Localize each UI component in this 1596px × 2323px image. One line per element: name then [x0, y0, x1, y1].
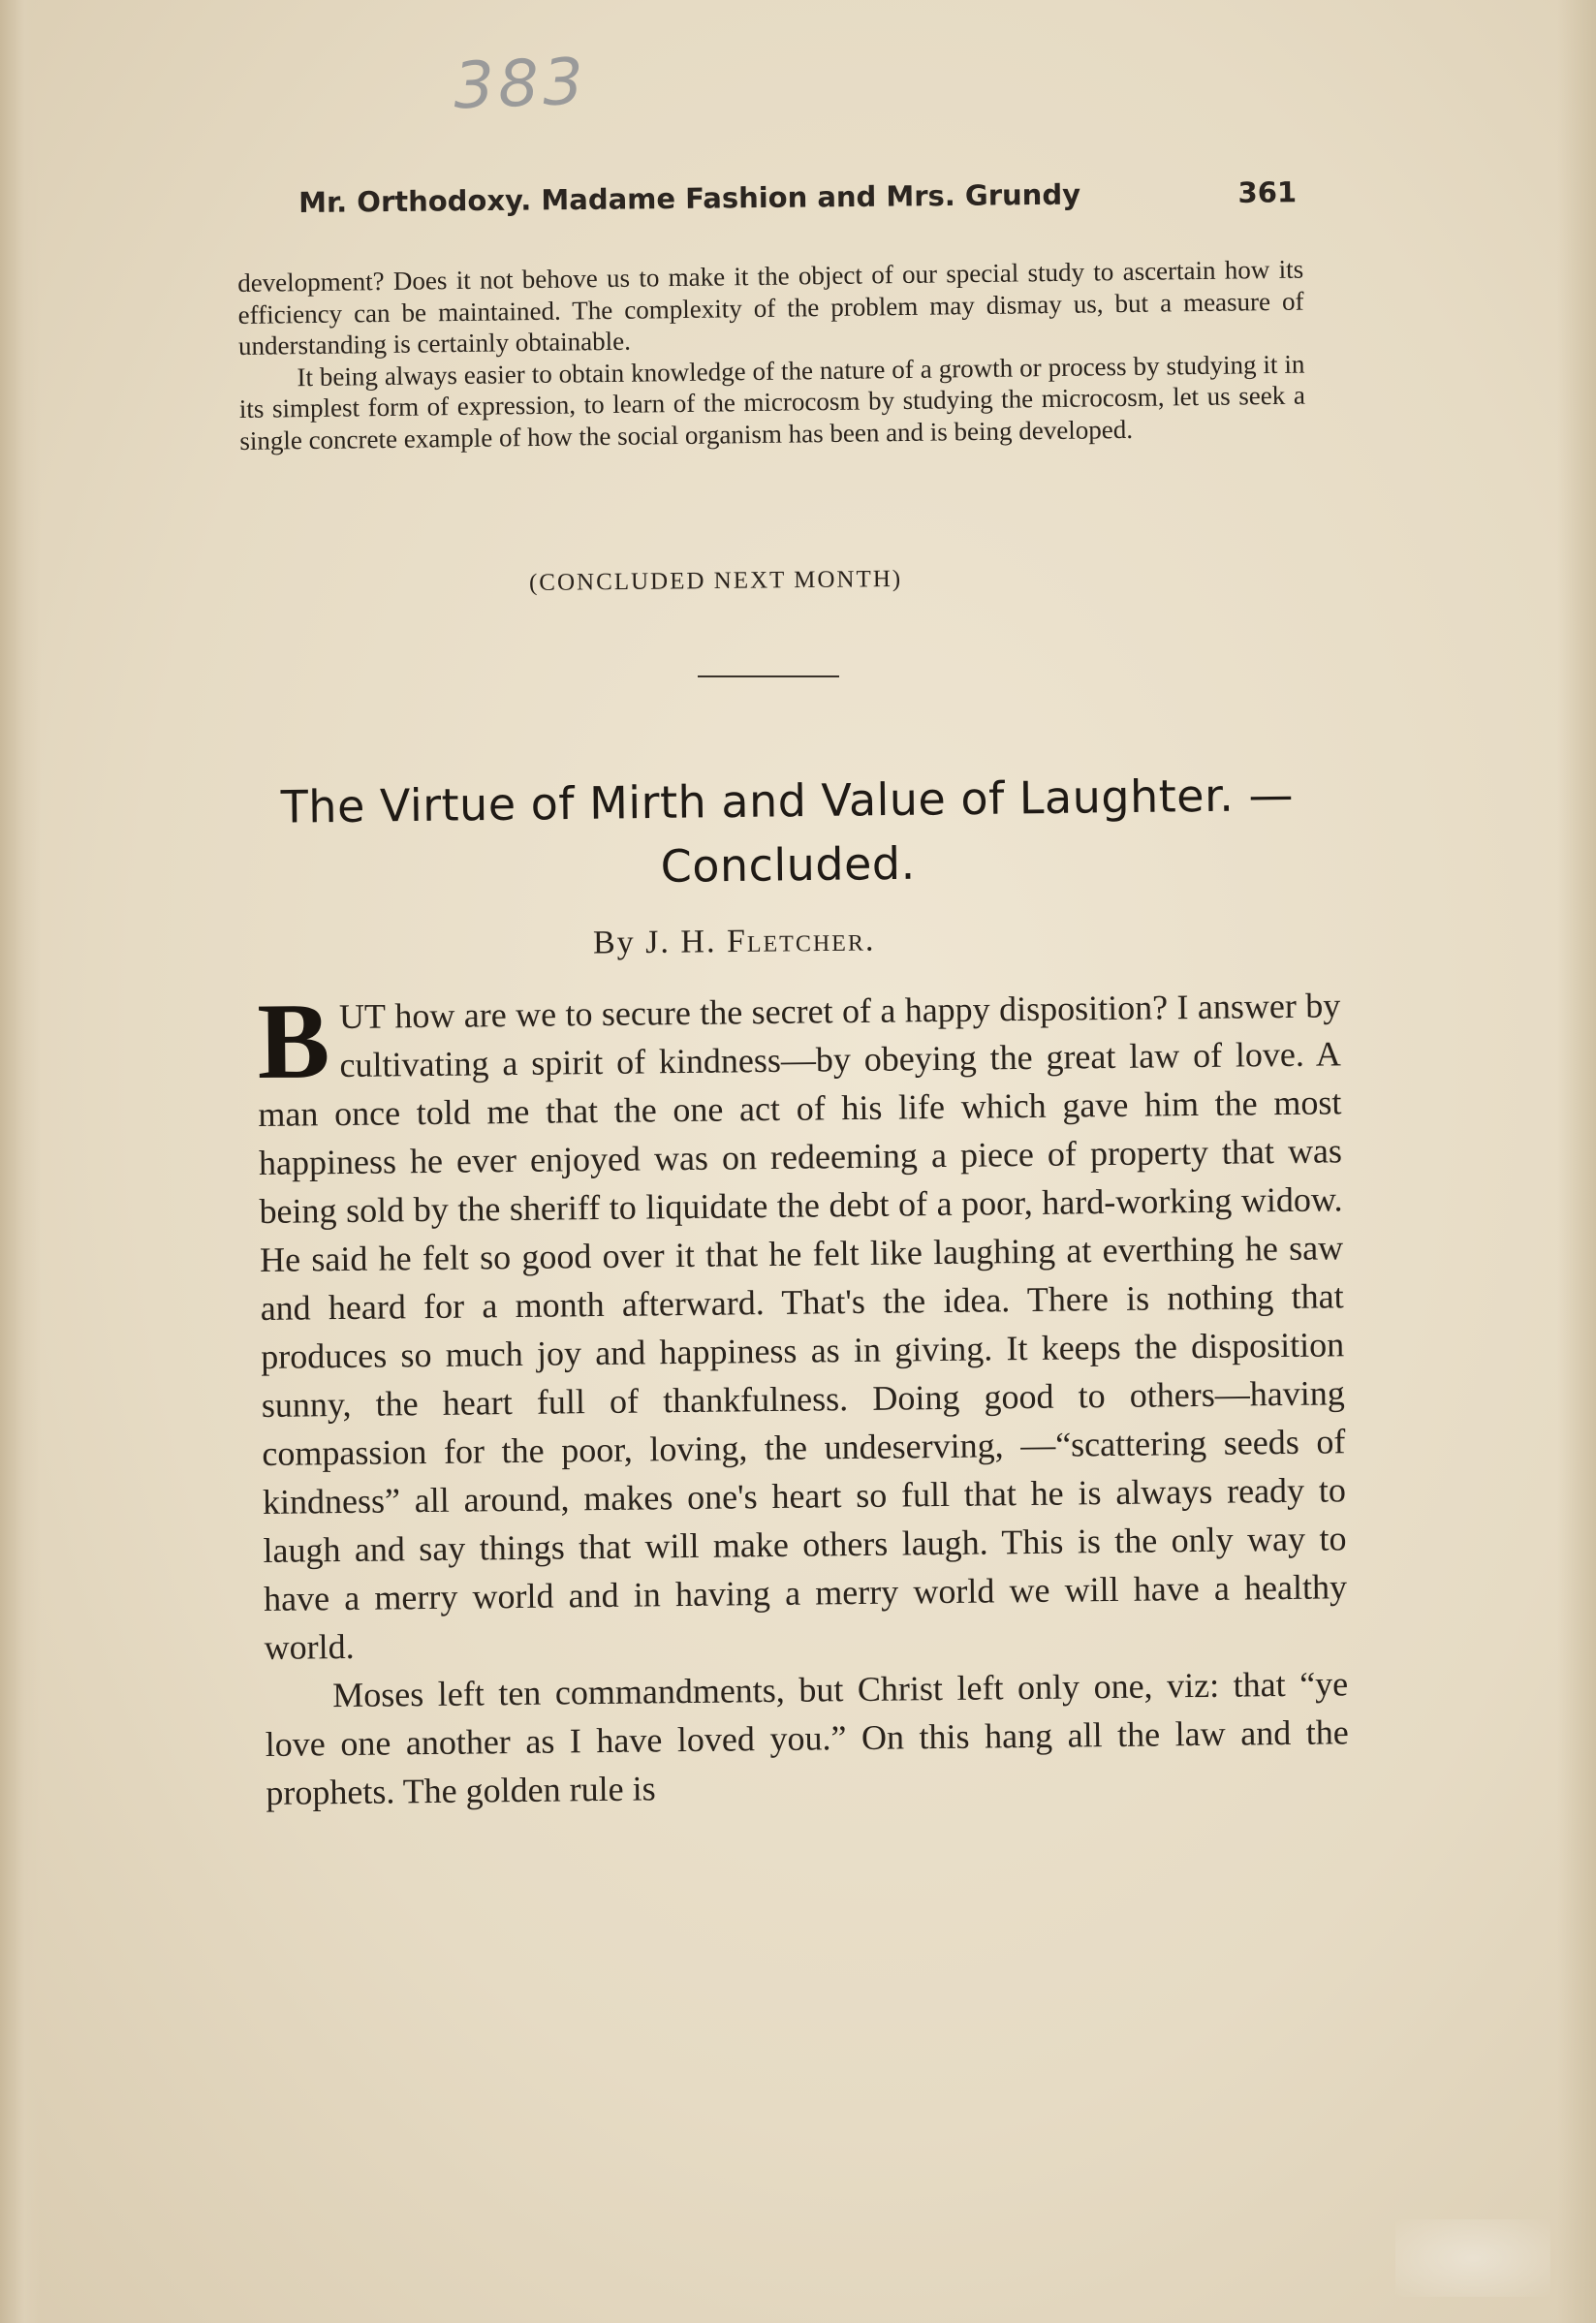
page-binding-edge: [0, 0, 41, 2323]
paper-stain: [1395, 2219, 1550, 2297]
previous-article-excerpt: [237, 254, 1305, 456]
article-paragraph: Moses left ten commandments, but Christ left only one, viz: that “ye love one another as I have loved you.” On this hang all the law and the prophets. The golden rule is: [265, 1664, 1349, 1812]
running-head-title: Mr. Orthodoxy. Madame Fashion and Mrs. Grundy: [298, 177, 1081, 219]
article-body: [257, 981, 1350, 1817]
continuation-note: (CONCLUDED NEXT MONTH): [528, 565, 903, 597]
previous-article-paragraph: It being always easier to obtain knowledge of the nature of a growth or process by studying it in its simplest form of expression, to learn of the microcosm by studying the microcosm, let us seek a single concrete example of how the social organism has been and is being developed.: [238, 349, 1306, 455]
page-right-edge: [1557, 0, 1596, 2323]
article-paragraph: [257, 981, 1348, 1672]
byline: [593, 922, 876, 961]
paragraph-text: how are we to secure the secret of a happy disposition? I answer by cultivating a spirit of kindness—by obeying the great law of love. A man once told me that the one act of his life which gave him the most happiness he ever enjoyed was on redeeming a piece of property that was being sold by the sheriff to liquidate the debt of a poor, hard-working widow. He said he felt so good over it that he felt like laughing at everthing he saw and heard for a month afterward. That's the idea. There is nothing that produces so much joy and happiness as in giving. It keeps the disposition sunny, the heart full of thankfulness. Doing good to others—having compassion for the poor, loving, the undeserving, —“scattering seeds of kindness” all around, makes one's heart so full that he is always ready to laugh and say things that will make others laugh. This is the only way to have a merry world and in having a merry world we will have a healthy world.: [258, 986, 1348, 1667]
author-name: J. H. Fletcher.: [644, 922, 876, 960]
previous-article-paragraph: development? Does it not behove us to make it the object of our special study to ascertain how its efficiency can be maintained. The complexity of the problem may dismay us, but a measure of understanding is certainly obtainable.: [237, 254, 1304, 361]
byline-prefix: By: [592, 925, 636, 961]
lead-word: UT: [338, 996, 387, 1037]
running-head: [298, 175, 1297, 219]
handwritten-folio-number: 383: [452, 44, 589, 124]
page-number: 361: [1237, 175, 1298, 209]
section-divider: [698, 675, 839, 677]
article-title: The Virtue of Mirth and Value of Laughter. —Concluded.: [280, 768, 1295, 893]
drop-cap: B: [256, 981, 330, 1102]
